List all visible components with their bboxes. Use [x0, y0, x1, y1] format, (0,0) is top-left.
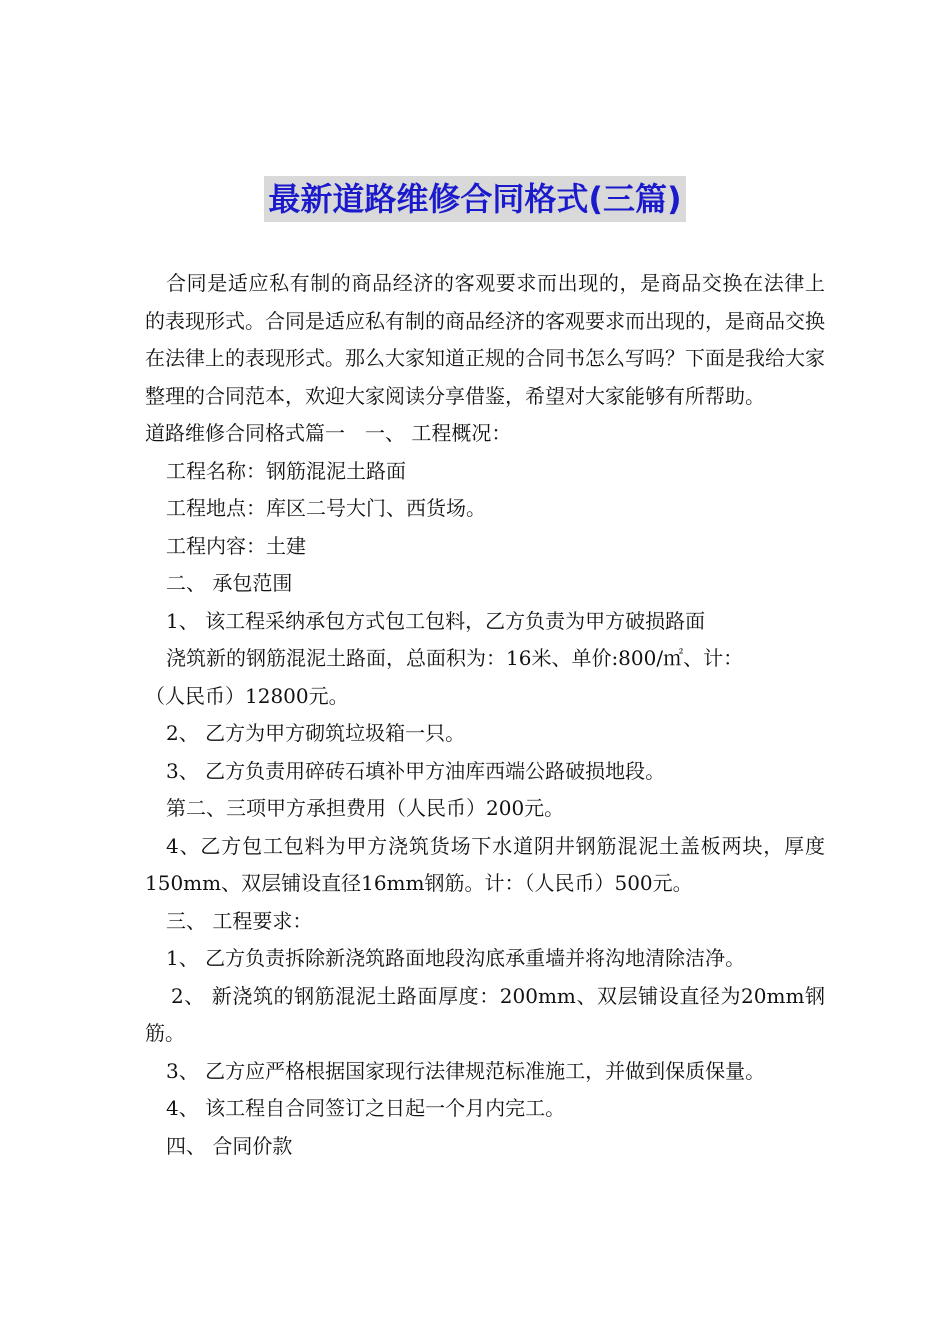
title-container	[0, 176, 950, 222]
document-body	[145, 265, 825, 1165]
project-location-line: 工程地点：库区二号大门、西货场。	[166, 496, 486, 520]
section-heading-scope: 二、 承包范围	[166, 571, 293, 595]
section-heading-price: 四、 合同价款	[166, 1133, 293, 1158]
scope-item-4: 4、乙方包工包料为甲方浇筑货场下水道阴井钢筋混泥土盖板两块，厚度150mm、双层铺设直径16mm钢筋。计：（人民币）500元。	[145, 833, 825, 895]
requirement-item-2: 2、 新浇筑的钢筋混泥土路面厚度：200mm、双层铺设直径为20mm钢筋。	[145, 983, 825, 1045]
scope-item-1: 1、 该工程采纳承包方式包工包料，乙方负责为甲方破损路面	[166, 608, 706, 633]
scope-item-1-cont: 浇筑新的钢筋混泥土路面，总面积为：16米、单价:800/㎡、计：	[166, 646, 744, 670]
scope-item-1-amount: （人民币）12800元。	[145, 683, 349, 708]
scope-cost-line: 第二、三项甲方承担费用（人民币）200元。	[166, 796, 565, 820]
requirement-item-4: 4、 该工程自合同签订之日起一个月内完工。	[166, 1096, 566, 1120]
scope-item-3: 3、 乙方负责用碎砖石填补甲方油库西端公路破损地段。	[166, 758, 666, 783]
scope-item-2: 2、 乙方为甲方砌筑垃圾箱一只。	[166, 721, 466, 745]
section-heading-requirements: 三、 工程要求：	[166, 908, 313, 933]
document-title: 最新道路维修合同格式(三篇)	[264, 176, 685, 222]
requirement-item-3: 3、 乙方应严格根据国家现行法律规范标准施工，并做到保质保量。	[166, 1058, 766, 1083]
section-heading-part1: 道路维修合同格式篇一 一、 工程概况：	[145, 421, 512, 445]
project-name-line: 工程名称：钢筋混泥土路面	[166, 458, 406, 483]
intro-paragraph: 合同是适应私有制的商品经济的客观要求而出现的，是商品交换在法律上的表现形式。合同是适应私有制的商品经济的客观要求而出现的，是商品交换在法律上的表现形式。那么大家知道正规的合同书怎么写吗？下面是我给大家整理的合同范本，欢迎大家阅读分享借鉴，希望对大家能够有所帮助。	[145, 271, 825, 408]
project-content-line: 工程内容：土建	[166, 533, 306, 558]
requirement-item-1: 1、 乙方负责拆除新浇筑路面地段沟底承重墙并将沟地清除洁净。	[166, 946, 746, 970]
